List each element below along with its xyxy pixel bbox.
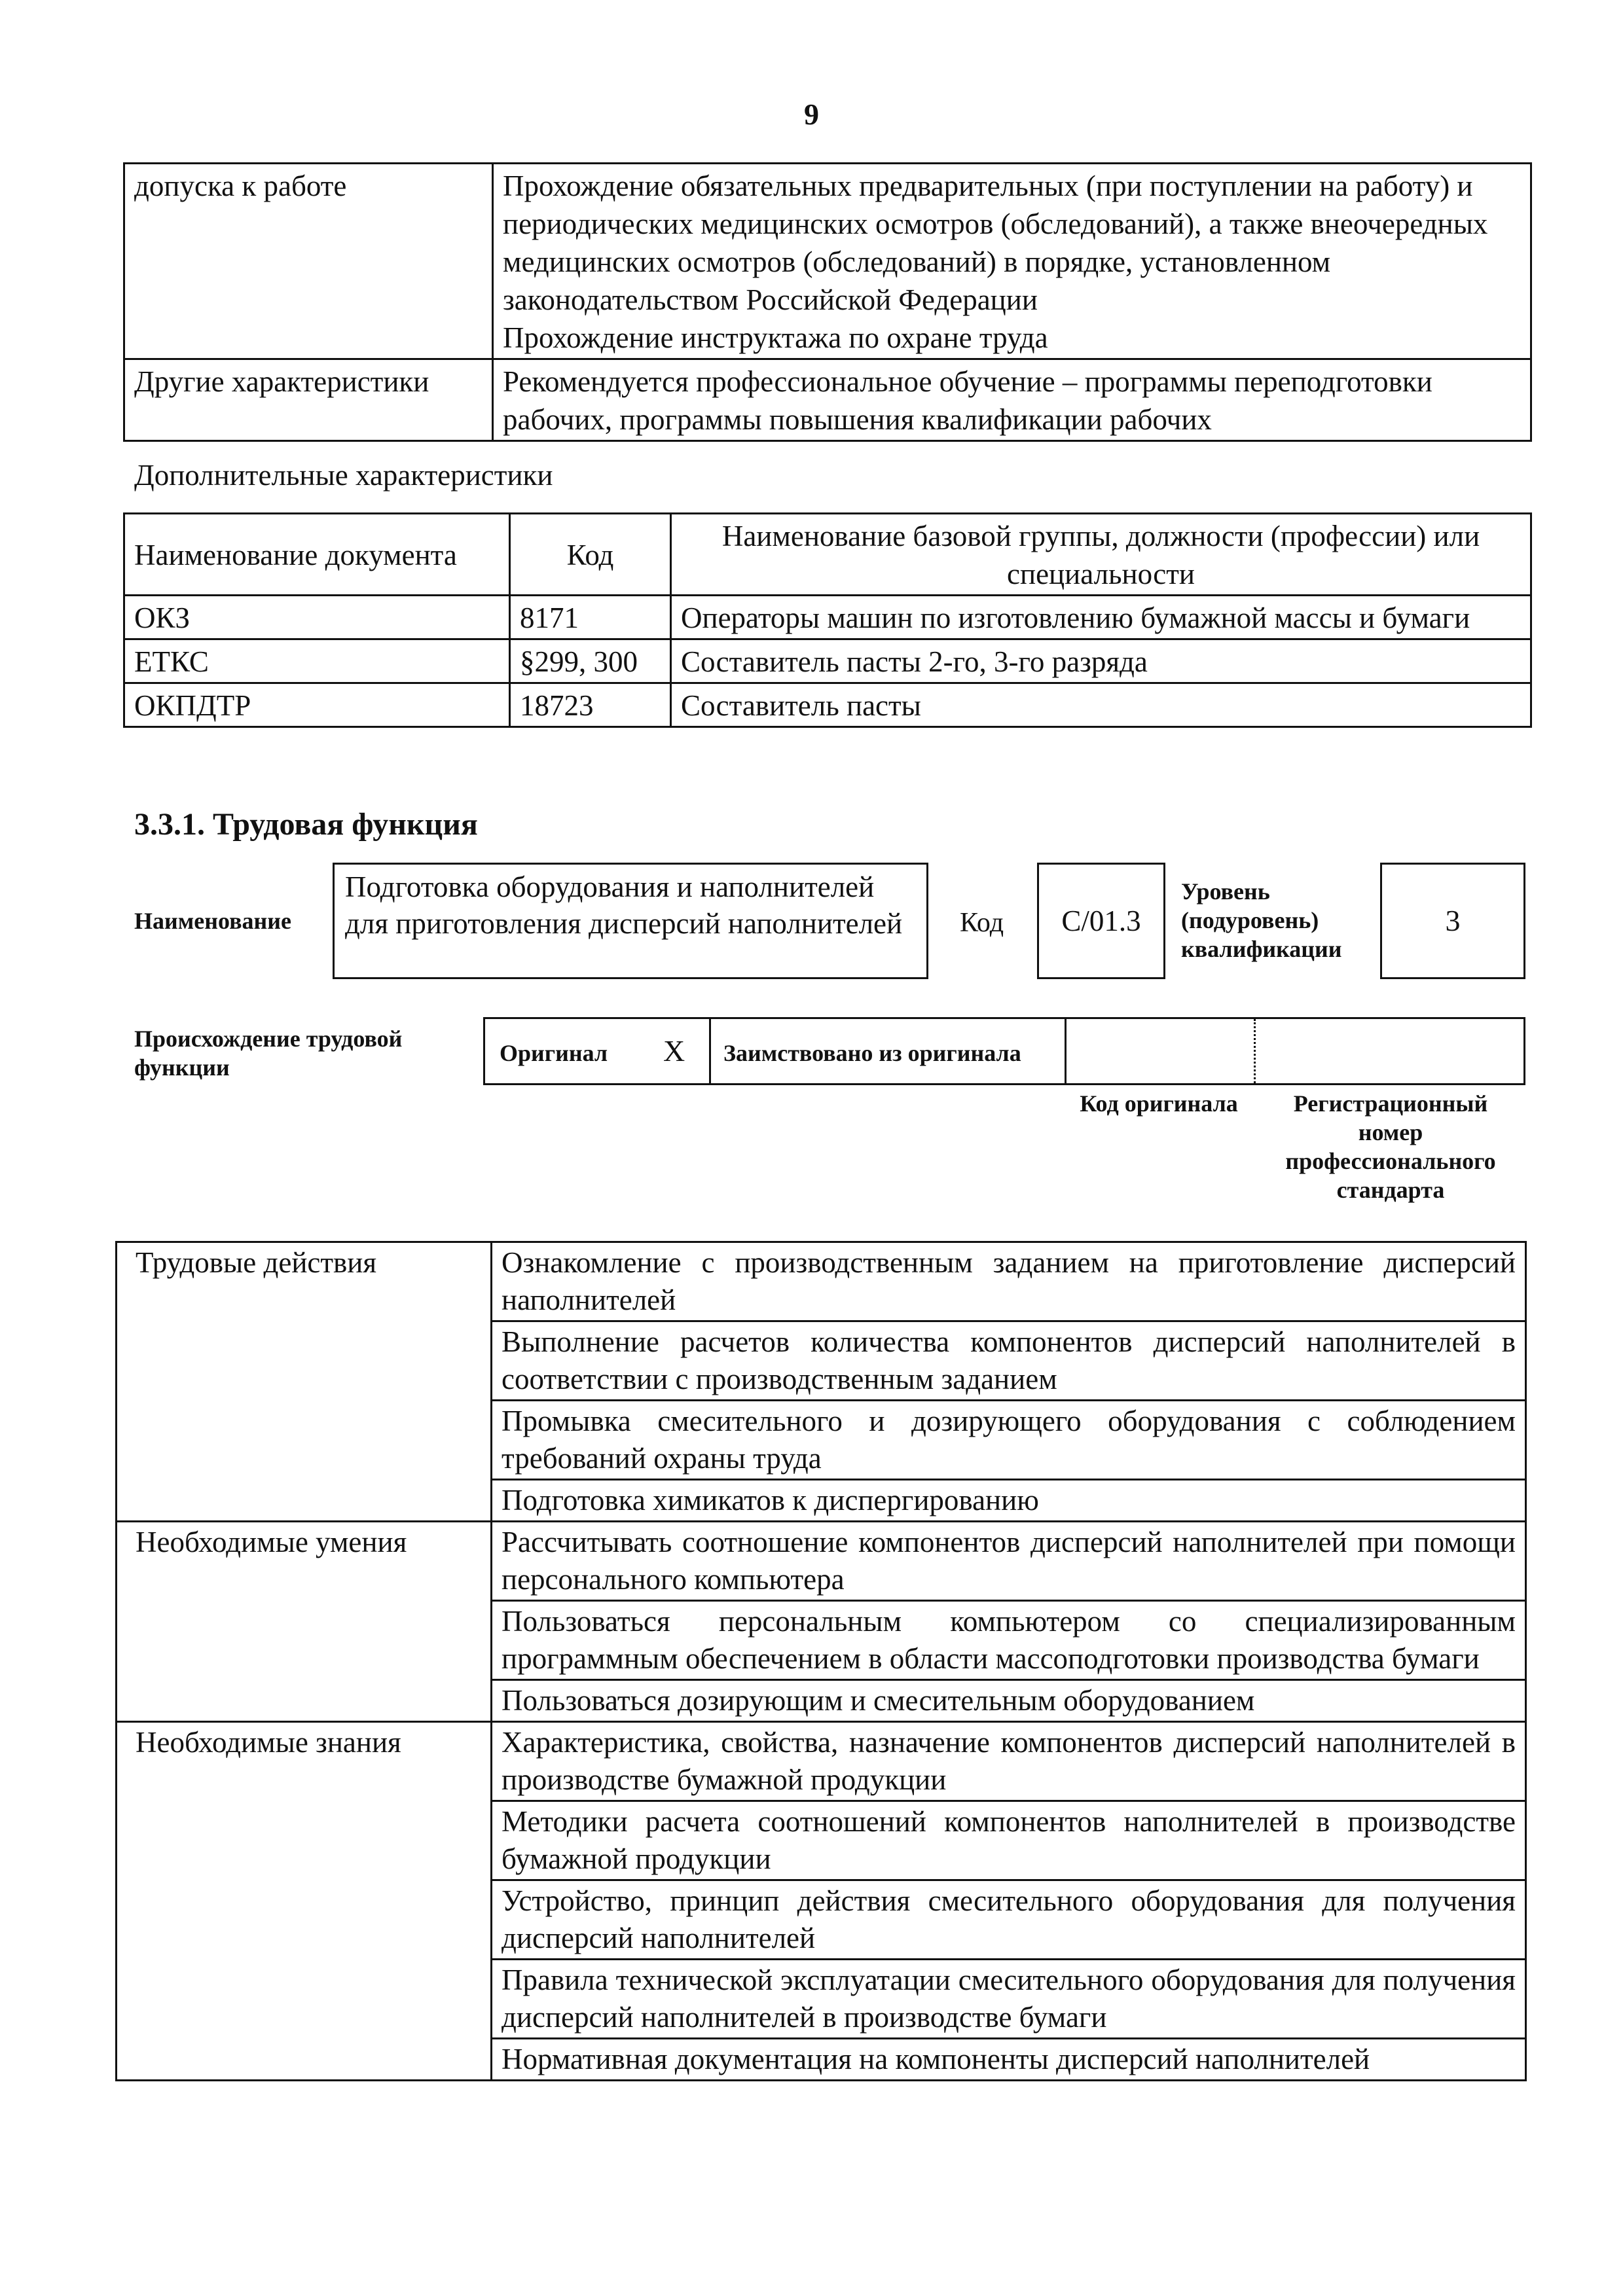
table-row <box>124 596 1531 639</box>
table-row <box>117 1522 1526 1601</box>
table-row <box>124 164 1531 359</box>
table-cell: ОКЗ <box>124 596 510 639</box>
qualification-level-box <box>1380 863 1525 979</box>
detail-item: Методики расчета соотношений компонентов наполнителей в производстве бумажной продукции <box>492 1801 1526 1880</box>
column-header: Код <box>510 514 671 596</box>
column-header: Наименование документа <box>124 514 510 596</box>
detail-item: Рассчитывать соотношение компонентов дисперсий наполнителей при помощи персонального компьютера <box>492 1522 1526 1601</box>
row-value-line: Рекомендуется профессиональное обучение – программы переподготовки рабочих, программы повышения квалификации рабочих <box>503 365 1432 436</box>
function-name-value: Подготовка оборудования и наполнителей для приготовления дисперсий наполнителей <box>345 870 903 940</box>
detail-item: Характеристика, свойства, назначение компонентов дисперсий наполнителей в производстве бумажной продукции <box>492 1722 1526 1801</box>
table-row <box>117 1242 1526 1321</box>
additional-characteristics-table <box>123 512 1532 728</box>
page-number: 9 <box>804 98 819 131</box>
code-original-caption: Код оригинала <box>1080 1090 1238 1117</box>
row-value <box>493 359 1531 441</box>
borrowed-label: Заимствовано из оригинала <box>723 1040 1021 1066</box>
column-divider <box>1065 1019 1067 1083</box>
table-cell: ОКПДТР <box>124 683 510 727</box>
original-cell <box>485 1019 711 1083</box>
table-cell: Составитель пасты <box>671 683 1531 727</box>
qualification-level-value: 3 <box>1445 904 1461 937</box>
table-row <box>124 639 1531 683</box>
row-value-line: Прохождение обязательных предварительных (при поступлении на работу) и периодических медицинских осмотров (обследований), а также внеочередных медицинских осмотров (обследований) в порядке, установленном законодательством Российской Федерации <box>503 170 1488 316</box>
table-row <box>117 1722 1526 1801</box>
row-value <box>493 164 1531 359</box>
detail-item: Устройство, принцип действия смесительного оборудования для получения дисперсий наполнителей <box>492 1880 1526 1960</box>
detail-item: Подготовка химикатов к диспергированию <box>492 1480 1526 1522</box>
row-value-line: Прохождение инструктажа по охране труда <box>503 321 1048 354</box>
column-divider <box>1254 1019 1256 1083</box>
function-name-box <box>333 863 928 979</box>
admission-table <box>123 162 1532 442</box>
detail-item: Выполнение расчетов количества компонентов дисперсий наполнителей в соответствии с производственным заданием <box>492 1321 1526 1401</box>
labor-function-title: 3.3.1. Трудовая функция <box>134 807 478 842</box>
column-header: Наименование базовой группы, должности (профессии) или специальности <box>671 514 1531 596</box>
detail-item: Ознакомление с производственным заданием на приготовление дисперсий наполнителей <box>492 1242 1526 1321</box>
row-label: допуска к работе <box>124 164 493 359</box>
detail-item: Пользоваться дозирующим и смесительным оборудованием <box>492 1680 1526 1722</box>
table-cell: Составитель пасты 2-го, 3-го разряда <box>671 639 1531 683</box>
detail-item: Нормативная документация на компоненты дисперсий наполнителей <box>492 2039 1526 2081</box>
code-label: Код <box>960 908 1004 938</box>
detail-item: Пользоваться персональным компьютером со специализированным программным обеспечением в области массоподготовки производства бумаги <box>492 1601 1526 1680</box>
table-cell: Операторы машин по изготовлению бумажной массы и бумаги <box>671 596 1531 639</box>
original-mark: X <box>663 1034 685 1067</box>
detail-item: Правила технической эксплуатации смесительного оборудования для получения дисперсий наполнителей в производстве бумаги <box>492 1960 1526 2039</box>
labor-function-details-table <box>115 1241 1527 2081</box>
table-cell: ЕТКС <box>124 639 510 683</box>
detail-item: Промывка смесительного и дозирующего оборудования с соблюдением требований охраны труда <box>492 1401 1526 1480</box>
additional-characteristics-heading: Дополнительные характеристики <box>134 459 553 492</box>
original-label: Оригинал <box>500 1040 608 1066</box>
registration-number-caption: Регистрационный номер профессионального стандарта <box>1285 1090 1496 1203</box>
name-label: Наименование <box>134 908 291 934</box>
origin-table <box>483 1017 1525 1085</box>
table-cell: 18723 <box>510 683 671 727</box>
row-label: Другие характеристики <box>124 359 493 441</box>
section-label: Необходимые умения <box>117 1522 492 1722</box>
function-code-box <box>1037 863 1165 979</box>
origin-label: Происхождение трудовой функции <box>134 1026 403 1081</box>
table-cell: 8171 <box>510 596 671 639</box>
table-cell: §299, 300 <box>510 639 671 683</box>
table-header-row <box>124 514 1531 596</box>
section-label: Необходимые знания <box>117 1722 492 2081</box>
qualification-level-label: Уровень (подуровень) квалификации <box>1181 878 1342 962</box>
table-row <box>124 359 1531 441</box>
table-row <box>124 683 1531 727</box>
function-code-value: C/01.3 <box>1061 905 1141 937</box>
section-label: Трудовые действия <box>117 1242 492 1522</box>
